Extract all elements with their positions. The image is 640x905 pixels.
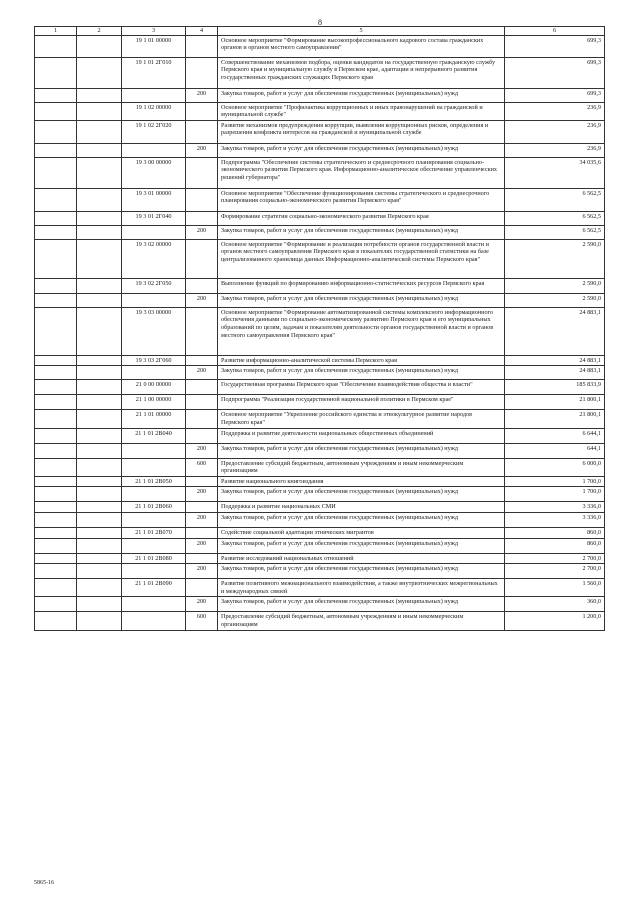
table-row	[35, 143, 605, 157]
cell-col2	[77, 612, 122, 630]
cell-expense-type	[186, 476, 218, 487]
cell-col2	[77, 512, 122, 527]
column-header: 6	[505, 27, 605, 36]
cell-expense-type: 200	[186, 538, 218, 553]
cell-col1	[35, 487, 77, 502]
cell-name: Основное мероприятие "Укрепление российского единства и этнокультурное развитие народов Пермского края"	[218, 410, 505, 428]
cell-col2	[77, 293, 122, 307]
cell-amount: 860,0	[505, 538, 605, 553]
cell-amount: 1 700,0	[505, 487, 605, 502]
cell-expense-type	[186, 239, 218, 278]
cell-col2	[77, 88, 122, 102]
cell-target-code: 19 1 01 2Г010	[122, 57, 186, 88]
cell-expense-type: 200	[186, 443, 218, 458]
cell-col2	[77, 366, 122, 380]
cell-col1	[35, 612, 77, 630]
budget-table	[34, 26, 605, 631]
column-header: 1	[35, 27, 77, 36]
cell-expense-type: 200	[186, 487, 218, 502]
cell-col1	[35, 35, 77, 57]
cell-col2	[77, 307, 122, 355]
cell-col1	[35, 366, 77, 380]
table-row	[35, 538, 605, 553]
cell-amount: 644,1	[505, 443, 605, 458]
table-row	[35, 35, 605, 57]
cell-expense-type	[186, 527, 218, 538]
table-row	[35, 410, 605, 428]
cell-name: Поддержка и развитие деятельности национальных общественных объединений	[218, 428, 505, 443]
cell-amount: 24 883,1	[505, 366, 605, 380]
cell-target-code: 21 0 00 00000	[122, 380, 186, 395]
cell-col1	[35, 225, 77, 239]
table-row	[35, 476, 605, 487]
table-row	[35, 88, 605, 102]
table-row	[35, 553, 605, 564]
cell-col2	[77, 211, 122, 225]
cell-col2	[77, 502, 122, 513]
cell-expense-type	[186, 57, 218, 88]
cell-target-code: 21 1 01 2В050	[122, 476, 186, 487]
cell-col2	[77, 120, 122, 143]
column-header: 5	[218, 27, 505, 36]
cell-expense-type	[186, 307, 218, 355]
cell-name: Закупка товаров, работ и услуг для обеспечения государственных (муниципальных) нужд	[218, 143, 505, 157]
table-row	[35, 527, 605, 538]
cell-col2	[77, 102, 122, 120]
cell-amount: 2 700,0	[505, 564, 605, 579]
cell-target-code	[122, 458, 186, 476]
cell-name: Предоставление субсидий бюджетным, автономным учреждениям и иным некоммерческим организациям	[218, 458, 505, 476]
cell-amount: 21 800,1	[505, 395, 605, 410]
cell-col1	[35, 538, 77, 553]
cell-amount: 1 200,0	[505, 612, 605, 630]
cell-amount: 860,0	[505, 527, 605, 538]
cell-col2	[77, 476, 122, 487]
cell-name: Закупка товаров, работ и услуг для обеспечения государственных (муниципальных) нужд	[218, 487, 505, 502]
cell-target-code	[122, 88, 186, 102]
cell-col1	[35, 458, 77, 476]
table-row	[35, 366, 605, 380]
cell-expense-type	[186, 120, 218, 143]
table-row	[35, 612, 605, 630]
cell-col2	[77, 410, 122, 428]
cell-expense-type: 200	[186, 88, 218, 102]
cell-expense-type	[186, 35, 218, 57]
cell-target-code: 19 1 02 00000	[122, 102, 186, 120]
cell-col2	[77, 355, 122, 366]
cell-col1	[35, 502, 77, 513]
cell-col2	[77, 597, 122, 612]
cell-col2	[77, 380, 122, 395]
cell-amount: 3 336,0	[505, 502, 605, 513]
cell-target-code: 21 1 01 2В090	[122, 579, 186, 597]
cell-col1	[35, 188, 77, 211]
cell-target-code: 21 1 01 00000	[122, 410, 186, 428]
cell-name: Развитие национального книгоиздания	[218, 476, 505, 487]
cell-name: Развитие информационно-аналитической системы Пермского края	[218, 355, 505, 366]
cell-col1	[35, 527, 77, 538]
cell-expense-type: 200	[186, 597, 218, 612]
cell-col2	[77, 553, 122, 564]
cell-name: Основное мероприятие "Формирование высокопрофессионального кадрового состава гражданских органов и органов местного самоуправления"	[218, 35, 505, 57]
cell-name: Содействие социальной адаптации этнических мигрантов	[218, 527, 505, 538]
cell-col1	[35, 355, 77, 366]
cell-target-code	[122, 487, 186, 502]
cell-name: Закупка товаров, работ и услуг для обеспечения государственных (муниципальных) нужд	[218, 225, 505, 239]
cell-name: Выполнение функций по формированию информационно-статистических ресурсов Пермского края	[218, 278, 505, 293]
cell-amount: 699,3	[505, 35, 605, 57]
cell-name: Государственная программа Пермского края "Обеспечение взаимодействия общества и власти"	[218, 380, 505, 395]
cell-col1	[35, 293, 77, 307]
cell-col2	[77, 278, 122, 293]
cell-name: Подпрограмма "Обеспечение системы стратегического и среднесрочного планирования социально-экономического развития Пермского края. Информационно-аналитическое обеспечение управленческих решений губернатора"	[218, 157, 505, 188]
cell-name: Предоставление субсидий бюджетным, автономным учреждениям и иным некоммерческим организациям	[218, 612, 505, 630]
cell-col1	[35, 380, 77, 395]
table-row	[35, 57, 605, 88]
table-row	[35, 428, 605, 443]
table-row	[35, 502, 605, 513]
cell-name: Развитие исследований национальных отношений	[218, 553, 505, 564]
table-row	[35, 564, 605, 579]
page-number: 8	[318, 18, 322, 27]
cell-col2	[77, 35, 122, 57]
column-header: 2	[77, 27, 122, 36]
cell-amount: 6 000,0	[505, 458, 605, 476]
cell-col1	[35, 579, 77, 597]
cell-amount: 3 336,0	[505, 512, 605, 527]
cell-expense-type	[186, 502, 218, 513]
cell-amount: 236,9	[505, 102, 605, 120]
cell-amount: 6 562,5	[505, 188, 605, 211]
cell-name: Основное мероприятие "Формирование и реализация потребности органов государственной власти и органов местного самоуправления Пермского края в показателях государственной статистики на базе централизованного хранилища данных Информационно-аналитической системы Пермского края"	[218, 239, 505, 278]
cell-expense-type	[186, 211, 218, 225]
cell-expense-type: 200	[186, 225, 218, 239]
table-row	[35, 597, 605, 612]
cell-col1	[35, 476, 77, 487]
cell-amount: 360,0	[505, 597, 605, 612]
cell-expense-type: 200	[186, 366, 218, 380]
cell-target-code: 19 3 03 00000	[122, 307, 186, 355]
cell-col1	[35, 443, 77, 458]
cell-target-code	[122, 366, 186, 380]
footer-code: 5865-16	[34, 880, 54, 886]
cell-target-code: 19 3 02 2Г050	[122, 278, 186, 293]
cell-col2	[77, 157, 122, 188]
table-row	[35, 225, 605, 239]
cell-expense-type	[186, 579, 218, 597]
table-row	[35, 579, 605, 597]
cell-col1	[35, 307, 77, 355]
cell-col1	[35, 278, 77, 293]
cell-name: Закупка товаров, работ и услуг для обеспечения государственных (муниципальных) нужд	[218, 293, 505, 307]
cell-target-code	[122, 538, 186, 553]
cell-expense-type: 600	[186, 458, 218, 476]
cell-amount: 21 800,1	[505, 410, 605, 428]
cell-name: Поддержка и развитие национальных СМИ	[218, 502, 505, 513]
cell-target-code: 19 3 01 2Г040	[122, 211, 186, 225]
cell-expense-type	[186, 395, 218, 410]
cell-name: Основное мероприятие "Формирование автоматизированной системы комплексного информационного обеспечения данными по социально-экономическому развитию Пермского края и его муниципальных образований по целям, задачам и показателям деятельности органов государственной власти и органов местного самоуправления Пермского края"	[218, 307, 505, 355]
cell-target-code	[122, 293, 186, 307]
cell-col2	[77, 395, 122, 410]
cell-amount: 2 590,0	[505, 293, 605, 307]
column-header: 4	[186, 27, 218, 36]
table-row	[35, 211, 605, 225]
cell-col2	[77, 579, 122, 597]
cell-name: Закупка товаров, работ и услуг для обеспечения государственных (муниципальных) нужд	[218, 512, 505, 527]
cell-amount: 6 562,5	[505, 225, 605, 239]
cell-amount: 6 644,1	[505, 428, 605, 443]
header-row	[35, 27, 605, 36]
cell-amount: 236,9	[505, 143, 605, 157]
cell-amount: 6 562,5	[505, 211, 605, 225]
table-row	[35, 355, 605, 366]
cell-col1	[35, 57, 77, 88]
cell-col1	[35, 428, 77, 443]
cell-amount: 2 590,0	[505, 278, 605, 293]
cell-expense-type	[186, 157, 218, 188]
cell-expense-type: 200	[186, 293, 218, 307]
column-header: 3	[122, 27, 186, 36]
cell-amount: 699,3	[505, 57, 605, 88]
cell-name: Закупка товаров, работ и услуг для обеспечения государственных (муниципальных) нужд	[218, 597, 505, 612]
cell-expense-type: 200	[186, 143, 218, 157]
table-row	[35, 458, 605, 476]
cell-amount: 236,9	[505, 120, 605, 143]
cell-target-code	[122, 443, 186, 458]
cell-amount: 1 700,0	[505, 476, 605, 487]
cell-target-code	[122, 612, 186, 630]
cell-name: Формирование стратегии социально-экономического развития Пермского края	[218, 211, 505, 225]
table-row	[35, 512, 605, 527]
cell-name: Закупка товаров, работ и услуг для обеспечения государственных (муниципальных) нужд	[218, 366, 505, 380]
cell-col1	[35, 211, 77, 225]
cell-expense-type	[186, 553, 218, 564]
cell-amount: 2 700,0	[505, 553, 605, 564]
cell-expense-type: 200	[186, 512, 218, 527]
cell-col2	[77, 428, 122, 443]
cell-expense-type	[186, 355, 218, 366]
cell-col1	[35, 143, 77, 157]
cell-name: Совершенствование механизмов подбора, оценки кандидатов на государственную гражданскую службу Пермского края и муниципальную службу в Пермском крае, адаптации и непрерывного развития государственных гражданских служащих Пермского края	[218, 57, 505, 88]
cell-name: Подпрограмма "Реализация государственной национальной политики в Пермском крае"	[218, 395, 505, 410]
cell-target-code: 19 1 01 00000	[122, 35, 186, 57]
table-row	[35, 395, 605, 410]
table-row	[35, 278, 605, 293]
cell-col2	[77, 143, 122, 157]
cell-expense-type: 600	[186, 612, 218, 630]
cell-col1	[35, 102, 77, 120]
cell-target-code: 21 1 01 2В080	[122, 553, 186, 564]
cell-name: Закупка товаров, работ и услуг для обеспечения государственных (муниципальных) нужд	[218, 443, 505, 458]
cell-amount: 699,3	[505, 88, 605, 102]
cell-col1	[35, 120, 77, 143]
table-row	[35, 380, 605, 395]
cell-amount: 24 883,1	[505, 355, 605, 366]
cell-name: Основное мероприятие "Обеспечение функционирования системы стратегического и среднесрочного планирования социально-экономического развития Пермского края"	[218, 188, 505, 211]
table-row	[35, 487, 605, 502]
cell-col2	[77, 443, 122, 458]
cell-target-code: 19 3 01 00000	[122, 188, 186, 211]
cell-amount: 2 590,0	[505, 239, 605, 278]
cell-col2	[77, 225, 122, 239]
cell-col1	[35, 157, 77, 188]
cell-col2	[77, 458, 122, 476]
cell-col2	[77, 188, 122, 211]
table-row	[35, 120, 605, 143]
cell-col1	[35, 597, 77, 612]
cell-col2	[77, 527, 122, 538]
cell-expense-type	[186, 188, 218, 211]
cell-name: Закупка товаров, работ и услуг для обеспечения государственных (муниципальных) нужд	[218, 564, 505, 579]
cell-col1	[35, 239, 77, 278]
cell-target-code: 19 1 02 2Г020	[122, 120, 186, 143]
cell-col1	[35, 512, 77, 527]
cell-col1	[35, 553, 77, 564]
cell-name: Закупка товаров, работ и услуг для обеспечения государственных (муниципальных) нужд	[218, 88, 505, 102]
cell-col2	[77, 239, 122, 278]
cell-col1	[35, 88, 77, 102]
cell-target-code: 21 1 01 2В040	[122, 428, 186, 443]
cell-amount: 185 833,9	[505, 380, 605, 395]
cell-name: Закупка товаров, работ и услуг для обеспечения государственных (муниципальных) нужд	[218, 538, 505, 553]
cell-col1	[35, 564, 77, 579]
cell-target-code: 21 1 01 2В070	[122, 527, 186, 538]
cell-expense-type	[186, 428, 218, 443]
cell-col2	[77, 564, 122, 579]
cell-expense-type	[186, 380, 218, 395]
cell-name: Развитие позитивного межнационального взаимодействия, а также внутриэтнических межрегиональных и международных связей	[218, 579, 505, 597]
cell-col1	[35, 395, 77, 410]
cell-expense-type	[186, 102, 218, 120]
cell-amount: 1 560,0	[505, 579, 605, 597]
table-row	[35, 157, 605, 188]
cell-col2	[77, 538, 122, 553]
cell-target-code	[122, 225, 186, 239]
table-row	[35, 293, 605, 307]
cell-col1	[35, 410, 77, 428]
cell-amount: 24 883,1	[505, 307, 605, 355]
cell-target-code	[122, 512, 186, 527]
table-row	[35, 307, 605, 355]
table-row	[35, 188, 605, 211]
cell-target-code	[122, 564, 186, 579]
cell-target-code: 19 3 03 2Г060	[122, 355, 186, 366]
table-row	[35, 102, 605, 120]
cell-target-code	[122, 143, 186, 157]
cell-target-code: 19 3 00 00000	[122, 157, 186, 188]
cell-expense-type: 200	[186, 564, 218, 579]
cell-col2	[77, 487, 122, 502]
cell-target-code: 19 3 02 00000	[122, 239, 186, 278]
cell-name: Основное мероприятие "Профилактика коррупционных и иных правонарушений на гражданской и муниципальной службе"	[218, 102, 505, 120]
cell-target-code	[122, 597, 186, 612]
cell-name: Развитие механизмов предупреждения коррупции, выявления коррупционных рисков, определения и разрешения конфликта интересов на гражданской и муниципальной службе	[218, 120, 505, 143]
table-row	[35, 443, 605, 458]
cell-target-code: 21 1 01 2В060	[122, 502, 186, 513]
cell-expense-type	[186, 278, 218, 293]
cell-amount: 34 035,6	[505, 157, 605, 188]
cell-expense-type	[186, 410, 218, 428]
table-row	[35, 239, 605, 278]
cell-target-code: 21 1 00 00000	[122, 395, 186, 410]
cell-col2	[77, 57, 122, 88]
